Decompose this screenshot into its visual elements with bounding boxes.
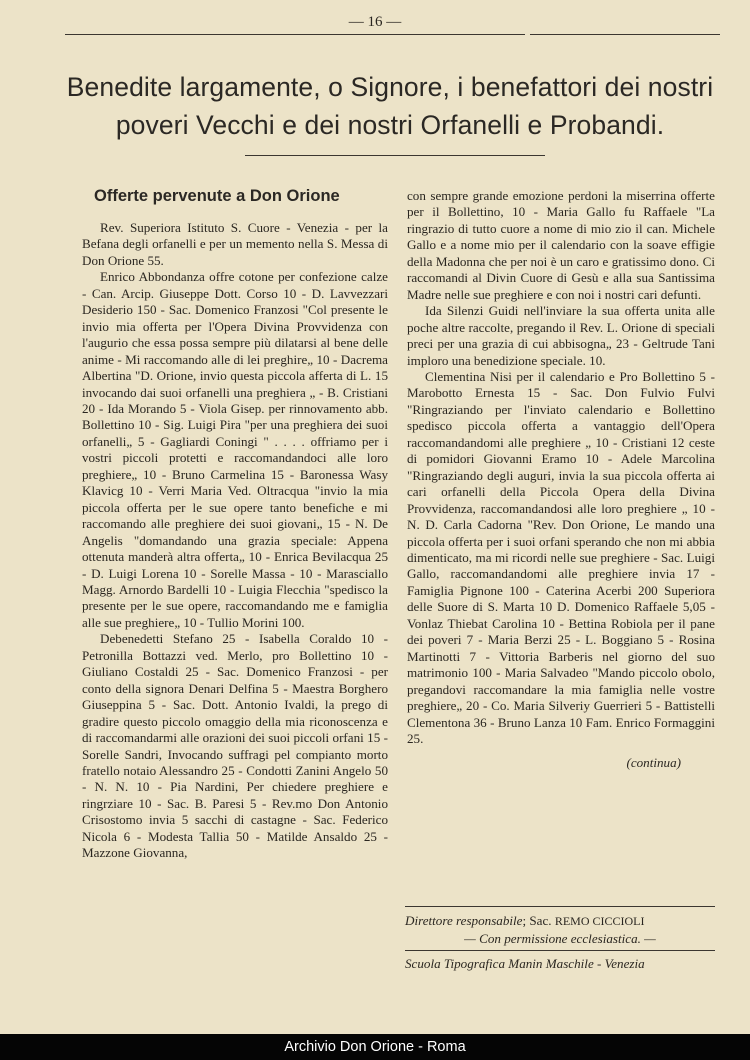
director-label: Direttore responsabile [405, 913, 523, 928]
director-name: REMO CICCIOLI [554, 914, 645, 928]
printer-box [405, 955, 715, 972]
offer-paragraph: Enrico Abbondanza offre cotone per confezione calze - Can. Arcip. Giuseppe Dott. Corso 10 - D. Lavvezzari Desiderio 150 - Sac. Domenico Franzosi "Col presente le invio mia offerta per l'Opera Divina Provvidenza con l'augurio che essa possa sempre più dilatarsi al bene delle anime - Mi raccomando alle di lei preghire„ 10 - Dacrema Albertina "D. Orione, invio questa piccola afferta di L. 15 invocando dai suoi orfanelli una preghiera „ - B. Cristiani 20 - Ida Morando 5 - Viola Gisep. per rinnovamento abb. Bollettino 10 - Sig. Luigi Pira "per una preghiera dei suoi orfanelli„ 5 - Gagliardi Coningi " . . . . offriamo per i vostri piccoli protetti e raccomandandoci alle loro preghiere„ 10 - Bruno Carmelina 15 - Baronessa Wasy Klavicg 10 - Verri Maria Ved. Oltracqua "invio la mia piccola offerta per le sue opere tanto benefiche e mi raccomando alle preghiere dei suoi giovani„ 15 - N. De Angelis "domandando una grazia speciale: Appena ottenuta manderà altra offerta„ 10 - Enrica Bevilacqua 25 - D. Luigi Lorena 10 - Sorelle Massa - 10 - Marasciallo Magg. Arnordo Bardelli 10 - Luigia Flecchia "spedisco la presente per le sue opere, raccomandando me e famiglia alle sue preghiere„ 10 - Tullio Morini 100. [82, 269, 388, 630]
permission-line: — Con permissione ecclesiastica. — [464, 931, 656, 946]
top-rule-short [530, 34, 720, 35]
offer-paragraph: Clementina Nisi per il calendario e Pro Bollettino 5 - Marobotto Ernesta 15 - Sac. Don Fulvio Fulvi "Ringraziando per l'inviato calendario e Bollettino spedisco piccola offerta a vantaggio dell'Opera raccomandandomi alle preghiere „ 10 - Cristiani 12 ceste di pomidori Giovanni Eramo 10 - Adele Marcolina "Ringraziando degli auguri, invia la sua piccola offerta ai cari orfanelli della Piccola Opera della Divina Provvidenza, raccomandandosi alle loro preghiere „ 10 - N. D. Carla Cadorna "Rev. Don Orione, Le mando una piccola offerta per i suoi orfani sperando che non mi abbia dimenticato, ma mi ricordi nelle sue preghiere - Sac. Luigi Gallo, raccomandandomi alle preghiere invia 17 - Famiglia Pignone 100 - Caterina Acerbi 200 Superiora delle Suore di S. Marta 10 D. Domenico Raffaele 5,05 - Vonlaz Thiebat Carolina 10 - Bettina Robiola per il pane dei poveri 7 - Maria Berzi 25 - L. Boggiano 5 - Rosina Martinotti 7 - Vittoria Barberis nel giorno del suo matrimonio 100 - Maria Salvadeo "Mando piccolo obolo, pregandovi raccomandare la mia famiglia nelle vostre preghiere„ 20 - Co. Maria Silveriy Guerrieri 5 - Battistelli Clementona 36 - Bruno Lanza 10 Fam. Enrico Formaggini 25. [407, 368, 715, 746]
page-number: — 16 — [348, 14, 402, 30]
director-prefix: ; Sac. [522, 913, 555, 928]
continued-note: (continua) [626, 755, 681, 771]
director-line [405, 912, 715, 930]
left-column [82, 186, 388, 862]
imprint-box [405, 912, 715, 947]
footer-rule-top [405, 906, 715, 907]
offer-paragraph: Debenedetti Stefano 25 - Isabella Coraldo 10 - Petronilla Bottazzi ved. Merlo, pro Bollettino 10 - Giuliano Costaldi 25 - Sac. Domenico Franzosi - per conto della signora Denari Delfina 5 - Maestra Borghero Giuseppina 5 - Sac. Dott. Antonio Ivaldi, la prego di gradire questo piccolo omaggio della mia riconoscenza e di raccomandarmi alle orazioni dei suoi piccoli orfani 15 - Sorelle Sandri, Invocando suffragi pel compianto morto fratello notaio Alessandro 25 - Condotti Zanini Angelo 50 - N. N. 10 - Pia Nardini, Per chiedere preghiere e ringrziare 10 - Sac. B. Paresi 5 - Rev.mo Don Antonio Crisostomo invia 5 sacchi di castagne - Sac. Federico Nicola 6 - Modesta Tallia 50 - Matilde Ansaldo 25 - Mazzone Giovanna, [82, 631, 388, 861]
archive-banner: Archivio Don Orione - Roma [0, 1034, 750, 1060]
headline-divider [245, 155, 545, 156]
section-title: Offerte pervenute a Don Orione [94, 187, 340, 205]
footer-rule-middle [405, 950, 715, 951]
top-rule [65, 34, 525, 35]
offer-paragraph: Ida Silenzi Guidi nell'inviare la sua offerta unita alle poche altre raccolte, pregando il Rev. L. Orione di speciali preci per una grazia di cui abbisogna„ 23 - Geltrude Tani imploro una benedizione speciale. 10. [407, 303, 715, 368]
printer-line: Scuola Tipografica Manin Maschile - Venezia [405, 956, 645, 971]
right-column [407, 188, 715, 772]
offer-paragraph: con sempre grande emozione perdoni la miserrina offerte per il Bollettino, 10 - Maria Gallo fu Raffaele "La ringrazio di tutto cuore a nome di mio zio il can. Michele Gallo e a nome mio per il calendario con la soave effigie della Madonna che per noi è un caro e gratissimo dono. Ci raccomandi al Divin Cuore di Gesù e alla sua Santissima Madre nelle sue preghiere e con noi i nostri cari defunti. [407, 188, 715, 302]
offer-paragraph: Rev. Superiora Istituto S. Cuore - Venezia - per la Befana degli orfanelli e per un memento nella S. Messa di Don Orione 55. [82, 220, 388, 268]
page-headline: Benedite largamente, o Signore, i benefattori dei nostri poveri Vecchi e dei nostri Orfanelli e Probandi. [66, 72, 714, 140]
